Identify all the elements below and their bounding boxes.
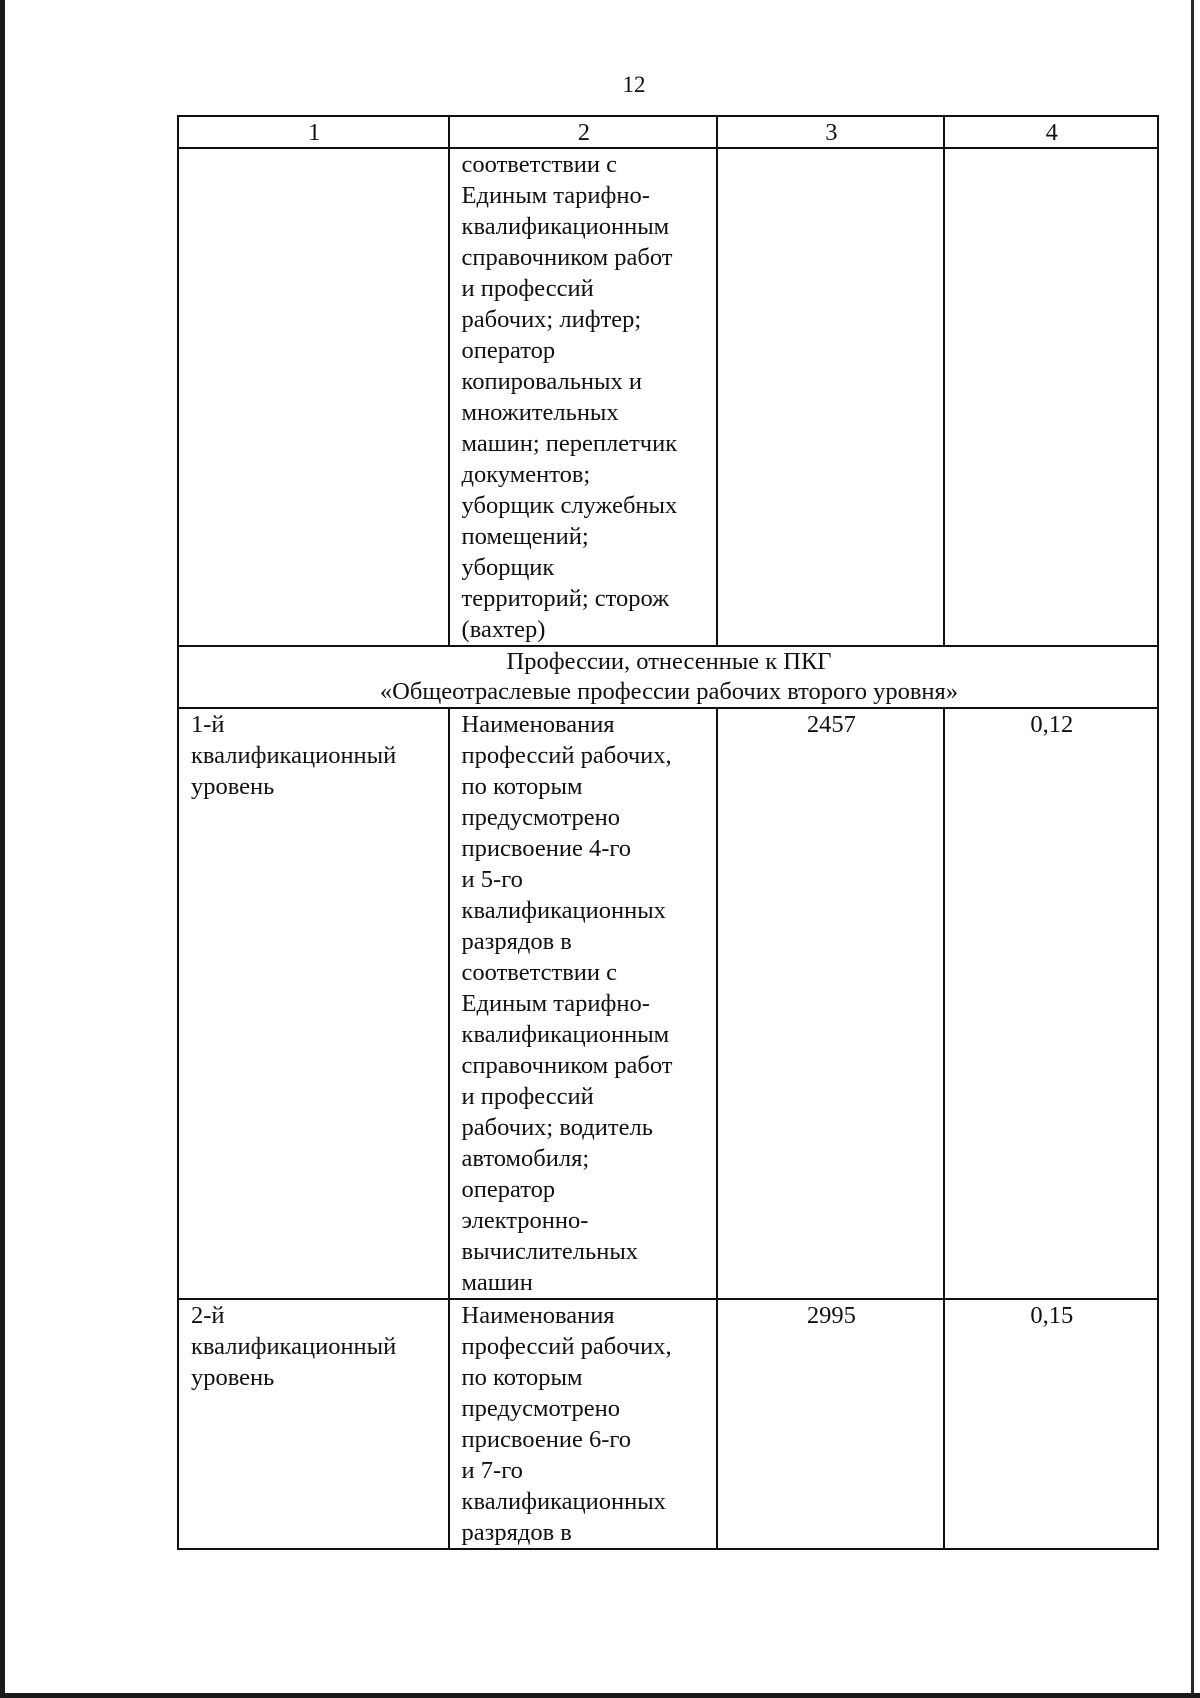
description-line: рабочих; лифтер;: [461, 306, 642, 333]
column-header-2: 2: [449, 116, 718, 148]
description-line: электронно-: [461, 1207, 589, 1234]
description-line: документов;: [461, 461, 591, 488]
level-line: 1-й: [191, 711, 225, 738]
scan-edge-bottom: [0, 1693, 1200, 1698]
description-line: квалификационным: [461, 1021, 670, 1048]
qualification-level-cell: [178, 1299, 449, 1549]
description-line: профессий рабочих,: [461, 1333, 672, 1360]
description-line: помещений;: [461, 523, 589, 550]
salary-cell: 2457: [717, 708, 943, 1299]
continuation-level-cell: [178, 148, 449, 646]
group-header-cell: [178, 646, 1158, 708]
coefficient-cell: 0,15: [944, 1299, 1158, 1549]
profession-description-cell: [449, 708, 718, 1299]
description-line: присвоение 4-го: [461, 835, 632, 862]
description-line: предусмотрено: [461, 1395, 620, 1422]
description-line: справочником работ: [461, 244, 673, 271]
table-row: [178, 1299, 1158, 1549]
continuation-description-cell: [449, 148, 718, 646]
salary-cell: 2995: [717, 1299, 943, 1549]
description-line: Единым тарифно-: [461, 990, 650, 1017]
description-line: разрядов в: [461, 1519, 572, 1546]
description-line: оператор: [461, 337, 556, 364]
description-line: и профессий: [461, 275, 594, 302]
description-line: территорий; сторож: [461, 585, 670, 612]
group-header-row: [178, 646, 1158, 708]
description-line: квалификационных: [461, 1488, 666, 1515]
description-line: автомобиля;: [461, 1145, 590, 1172]
column-header-3: 3: [717, 116, 943, 148]
description-line: рабочих; водитель: [461, 1114, 653, 1141]
continuation-row: [178, 148, 1158, 646]
description-line: машин: [461, 1269, 533, 1296]
qualification-level-cell: [178, 708, 449, 1299]
description-line: уборщик: [461, 554, 555, 581]
scan-edge-left: [0, 0, 5, 1698]
description-line: квалификационных: [461, 897, 666, 924]
description-line: машин; переплетчик: [461, 430, 678, 457]
description-line: (вахтер): [461, 616, 546, 643]
description-line: соответствии с: [461, 151, 617, 178]
description-line: предусмотрено: [461, 804, 620, 831]
description-line: присвоение 6-го: [461, 1426, 632, 1453]
description-line: квалификационным: [461, 213, 670, 240]
level-line: квалификационный: [191, 1333, 397, 1360]
description-line: и профессий: [461, 1083, 594, 1110]
continuation-coefficient-cell: [944, 148, 1158, 646]
description-line: разрядов в: [461, 928, 572, 955]
description-line: по которым: [461, 773, 583, 800]
level-line: уровень: [191, 773, 275, 800]
description-line: копировальных и: [461, 368, 642, 395]
scan-edge-right: [1191, 0, 1194, 1698]
column-header-1: 1: [178, 116, 449, 148]
column-header-4: 4: [944, 116, 1158, 148]
description-line: вычислительных: [461, 1238, 639, 1265]
group-header-line-1: Профессии, отнесенные к ПКГ: [506, 648, 832, 675]
level-line: уровень: [191, 1364, 275, 1391]
description-line: Наименования: [461, 1302, 615, 1329]
description-line: множительных: [461, 399, 619, 426]
description-line: Наименования: [461, 711, 615, 738]
description-line: уборщик служебных: [461, 492, 678, 519]
table-header-row: [178, 116, 1158, 148]
salary-table: [177, 115, 1159, 1550]
description-line: по которым: [461, 1364, 583, 1391]
description-line: профессий рабочих,: [461, 742, 672, 769]
description-line: и 5-го: [461, 866, 523, 893]
table-row: [178, 708, 1158, 1299]
level-line: 2-й: [191, 1302, 225, 1329]
group-header-line-2: «Общеотраслевые профессии рабочих второго уровня»: [379, 678, 959, 705]
level-line: квалификационный: [191, 742, 397, 769]
description-line: соответствии с: [461, 959, 617, 986]
coefficient-cell: 0,12: [944, 708, 1158, 1299]
page-number: 12: [622, 72, 646, 97]
description-line: оператор: [461, 1176, 556, 1203]
description-line: Единым тарифно-: [461, 182, 650, 209]
description-line: справочником работ: [461, 1052, 673, 1079]
description-line: и 7-го: [461, 1457, 523, 1484]
profession-description-cell: [449, 1299, 718, 1549]
continuation-salary-cell: [717, 148, 943, 646]
